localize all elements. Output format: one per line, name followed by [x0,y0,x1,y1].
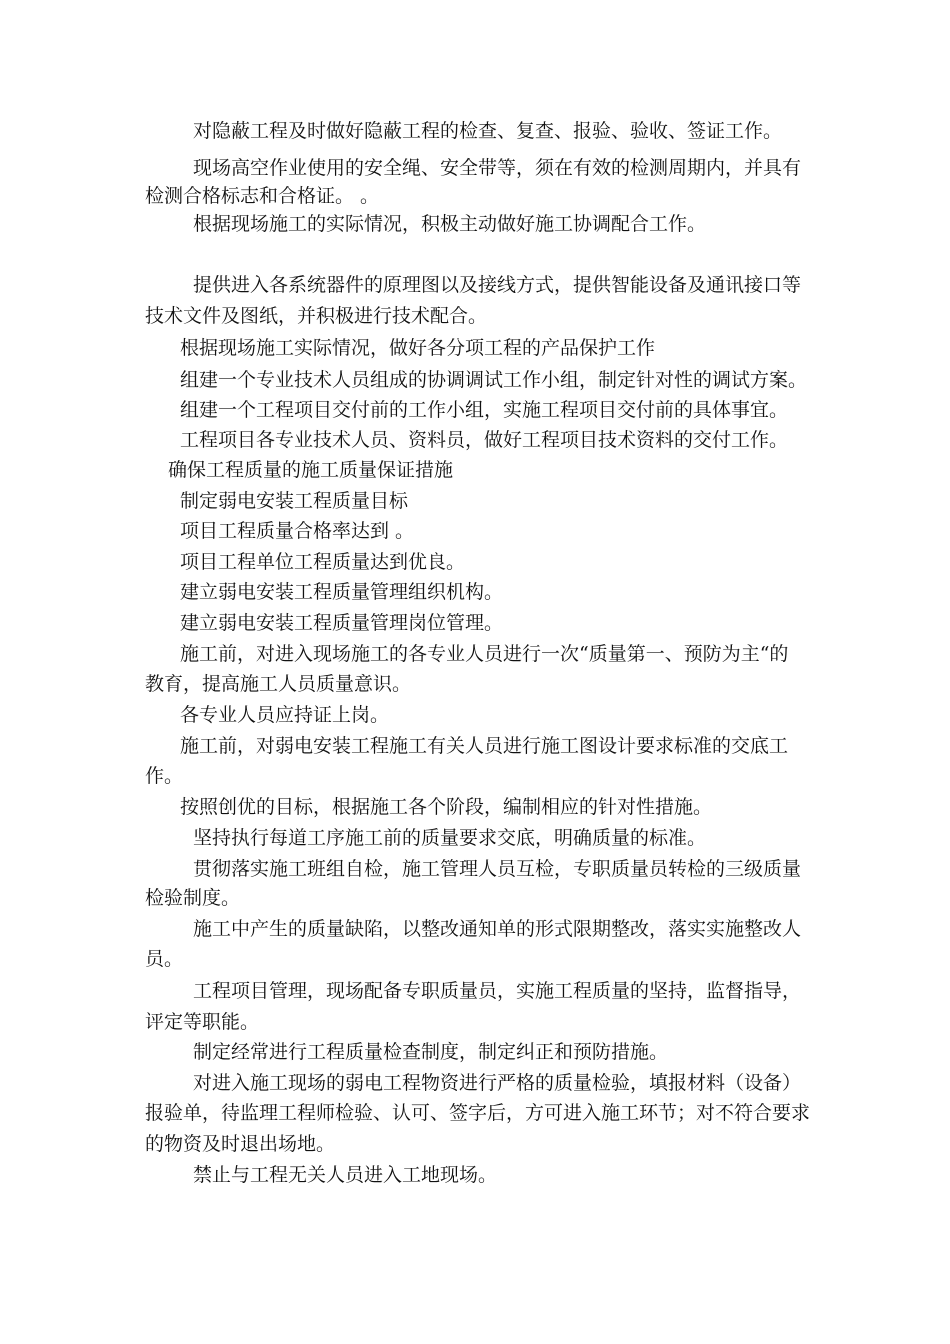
paragraph-line: 现场高空作业使用的安全绳、安全带等，须在有效的检测周期内，并具有 [193,157,802,179]
paragraph-line: 施工前，对进入现场施工的各专业人员进行一次“质量第一、预防为主“的 [180,643,789,665]
paragraph-line: 组建一个专业技术人员组成的协调调试工作小组，制定针对性的调试方案。 [180,369,808,391]
paragraph-line: 评定等职能。 [145,1011,260,1033]
paragraph-line: 报验单，待监理工程师检验、认可、签字后，方可进入施工环节；对不符合要求 [145,1102,811,1124]
paragraph-line: 的物资及时退出场地。 [145,1133,336,1155]
paragraph-line: 员。 [145,948,184,970]
paragraph-line: 对进入施工现场的弱电工程物资进行严格的质量检验，填报材料（设备） [193,1072,802,1094]
paragraph-line: 坚持执行每道工序施工前的质量要求交底，明确质量的标准。 [193,827,707,849]
paragraph-line: 建立弱电安装工程质量管理组织机构。 [180,581,504,603]
paragraph-line: 根据现场施工的实际情况，积极主动做好施工协调配合工作。 [193,213,707,235]
paragraph-line: 施工中产生的质量缺陷，以整改通知单的形式限期整改，落实实施整改人 [193,918,802,940]
paragraph-line: 组建一个工程项目交付前的工作小组，实施工程项目交付前的具体事宜。 [180,399,789,421]
paragraph-line: 按照创优的目标，根据施工各个阶段，编制相应的针对性措施。 [180,796,713,818]
paragraph-line: 工程项目各专业技术人员、资料员，做好工程项目技术资料的交付工作。 [180,429,789,451]
paragraph-line: 施工前，对弱电安装工程施工有关人员进行施工图设计要求标准的交底工 [180,735,789,757]
paragraph-line: 禁止与工程无关人员进入工地现场。 [193,1164,498,1186]
paragraph-line: 各专业人员应持证上岗。 [180,704,390,726]
paragraph-line: 项目工程质量合格率达到 。 [180,520,415,542]
paragraph-line: 检验制度。 [145,887,241,909]
paragraph-line: 贯彻落实施工班组自检，施工管理人员互检，专职质量员转检的三级质量 [193,858,802,880]
paragraph-line: 项目工程单位工程质量达到优良。 [180,551,466,573]
section-heading: 确保工程质量的施工质量保证措施 [168,459,454,481]
paragraph-line: 检测合格标志和合格证。 。 [145,185,380,207]
paragraph-line: 对隐蔽工程及时做好隐蔽工程的检查、复查、报验、验收、签证工作。 [193,120,783,142]
paragraph-line: 制定弱电安装工程质量目标 [180,490,409,512]
paragraph-line: 作。 [145,765,184,787]
paragraph-line: 技术文件及图纸，并积极进行技术配合。 [145,305,488,327]
paragraph-line: 教育，提高施工人员质量意识。 [145,673,412,695]
paragraph-line: 工程项目管理，现场配备专职质量员，实施工程质量的坚持，监督指导， [193,980,802,1002]
paragraph-line: 制定经常进行工程质量检查制度，制定纠正和预防措施。 [193,1041,669,1063]
paragraph-line: 提供进入各系统器件的原理图以及接线方式，提供智能设备及通讯接口等 [193,274,802,296]
paragraph-line: 建立弱电安装工程质量管理岗位管理。 [180,612,504,634]
paragraph-line: 根据现场施工实际情况，做好各分项工程的产品保护工作 [180,337,656,359]
